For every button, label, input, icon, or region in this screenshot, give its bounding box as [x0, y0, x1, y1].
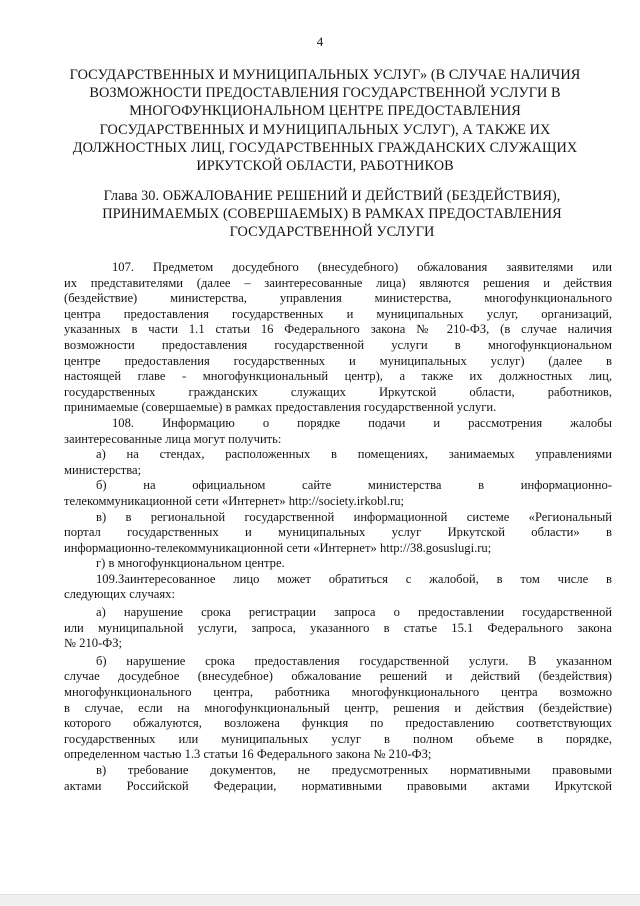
- section-heading: [60, 66, 590, 175]
- paragraph-108: [64, 416, 612, 447]
- paragraph-109-v: [64, 763, 612, 794]
- text-line: государственных или муниципальных услуг в полном объеме в порядке,: [64, 731, 612, 746]
- text-line: № 210-ФЗ;: [64, 636, 123, 651]
- paragraph-109-a: [64, 605, 612, 652]
- text-line: принимаемые (совершаемые) в рамках предоставления государственной услуги.: [64, 400, 497, 415]
- text-line: настоящей главе - многофункциональный центр), а также их должностных лиц,: [64, 369, 612, 384]
- text-line: в случае, если на многофункциональный центр, решения и действия (бездействие): [64, 700, 612, 715]
- section-heading-line: ИРКУТСКОЙ ОБЛАСТИ, РАБОТНИКОВ: [196, 158, 454, 175]
- paragraph-109-b: [64, 654, 612, 763]
- section-heading-line: ГОСУДАРСТВЕННЫХ И МУНИЦИПАЛЬНЫХ УСЛУГ), А ТАКЖЕ ИХ: [99, 121, 551, 138]
- section-heading-line: ВОЗМОЖНОСТИ ПРЕДОСТАВЛЕНИЯ ГОСУДАРСТВЕННОЙ УСЛУГИ В: [89, 85, 561, 102]
- text-line: многофункционального центра, работника многофункционального центра возможно: [64, 685, 612, 700]
- text-line: г) в многофункциональном центре.: [96, 556, 285, 571]
- text-line: которого обжалуются, возложена функция по предоставлению соответствующих: [64, 716, 612, 731]
- text-line: центра предоставления государственных и муниципальных услуг, организаций,: [64, 306, 612, 321]
- text-line: возможности предоставления государственной услуги в многофункциональном: [64, 337, 612, 352]
- text-line: актами Российской Федерации, нормативными правовыми актами Иркутской: [64, 778, 612, 793]
- page-number: 4: [316, 34, 324, 49]
- text-line: телекоммуникационной сети «Интернет» http://society.irkobl.ru;: [64, 493, 405, 508]
- text-line: а) на стендах, расположенных в помещениях, занимаемых управлениями: [96, 447, 612, 462]
- text-line: указанных в части 1.1 статьи 16 Федерального закона № 210-ФЗ, (в случае наличия: [64, 322, 612, 337]
- chapter-heading-line: Глава 30. ОБЖАЛОВАНИЕ РЕШЕНИЙ И ДЕЙСТВИЙ (БЕЗДЕЙСТВИЯ),: [103, 188, 561, 204]
- text-line: заинтересованные лица могут получить:: [64, 431, 282, 446]
- text-line: (бездействие) министерства, управления министерства, многофункционального: [64, 291, 612, 306]
- text-line: а) нарушение срока регистрации запроса о предоставлении государственной: [96, 605, 612, 620]
- paragraph-108-g: [64, 556, 612, 572]
- text-line: центре предоставления государственных и муниципальных услуг) (далее в: [64, 353, 612, 368]
- text-line: в) требование документов, не предусмотренных нормативными правовыми: [96, 763, 612, 777]
- text-line: 108. Информацию о порядке подачи и рассмотрения жалобы: [112, 415, 612, 430]
- text-line: б) нарушение срока предоставления государственной услуги. В указанном: [96, 653, 612, 668]
- paragraph-108-v: [64, 510, 612, 557]
- section-heading-line: МНОГОФУНКЦИОНАЛЬНОМ ЦЕНТРЕ ПРЕДОСТАВЛЕНИЯ: [129, 103, 521, 120]
- chapter-heading-line: ПРИНИМАЕМЫХ (СОВЕРШАЕМЫХ) В РАМКАХ ПРЕДОСТАВЛЕНИЯ: [102, 206, 562, 223]
- text-line: случае досудебное (внесудебное) обжалование решений и действий (бездействия): [64, 669, 612, 684]
- text-line: государственных гражданских служащих Иркутской области, работников,: [64, 384, 612, 399]
- chapter-heading: [82, 187, 582, 242]
- section-heading-line: ДОЛЖНОСТНЫХ ЛИЦ, ГОСУДАРСТВЕННЫХ ГРАЖДАНСКИХ СЛУЖАЩИХ: [72, 139, 578, 156]
- text-line: информационно-телекоммуникационной сети «Интернет» http://38.gosuslugi.ru;: [64, 540, 492, 555]
- scan-footer-strip: [0, 894, 640, 906]
- text-line: 107. Предметом досудебного (внесудебного) обжалования заявителями или: [112, 260, 612, 274]
- text-line: или муниципальной услуги, запроса, указанного в статье 15.1 Федерального закона: [64, 620, 612, 635]
- text-line: в) в региональной государственной информационной системе «Региональный: [96, 509, 612, 524]
- text-line: министерства;: [64, 462, 142, 477]
- chapter-heading-line: ГОСУДАРСТВЕННОЙ УСЛУГИ: [229, 224, 435, 241]
- text-line: 109.Заинтересованное лицо может обратиться с жалобой, в том числе в: [96, 571, 612, 586]
- paragraph-108-b: [64, 478, 612, 509]
- text-line: портал государственных и муниципальных услуг Иркутской области» в: [64, 525, 612, 540]
- text-line: определенном частью 1.3 статьи 16 Федерального закона № 210-ФЗ;: [64, 747, 432, 762]
- text-line: их представителями (далее – заинтересованные лица) являются решения и действия: [64, 275, 612, 290]
- paragraph-107: [64, 260, 612, 416]
- section-heading-line: ГОСУДАРСТВЕННЫХ И МУНИЦИПАЛЬНЫХ УСЛУГ» (В СЛУЧАЕ НАЛИЧИЯ: [69, 67, 581, 83]
- paragraph-109: [64, 572, 612, 603]
- text-line: следующих случаях:: [64, 587, 175, 602]
- document-body: [64, 260, 612, 794]
- text-line: б) на официальном сайте министерства в информационно-: [96, 478, 612, 493]
- paragraph-108-a: [64, 447, 612, 478]
